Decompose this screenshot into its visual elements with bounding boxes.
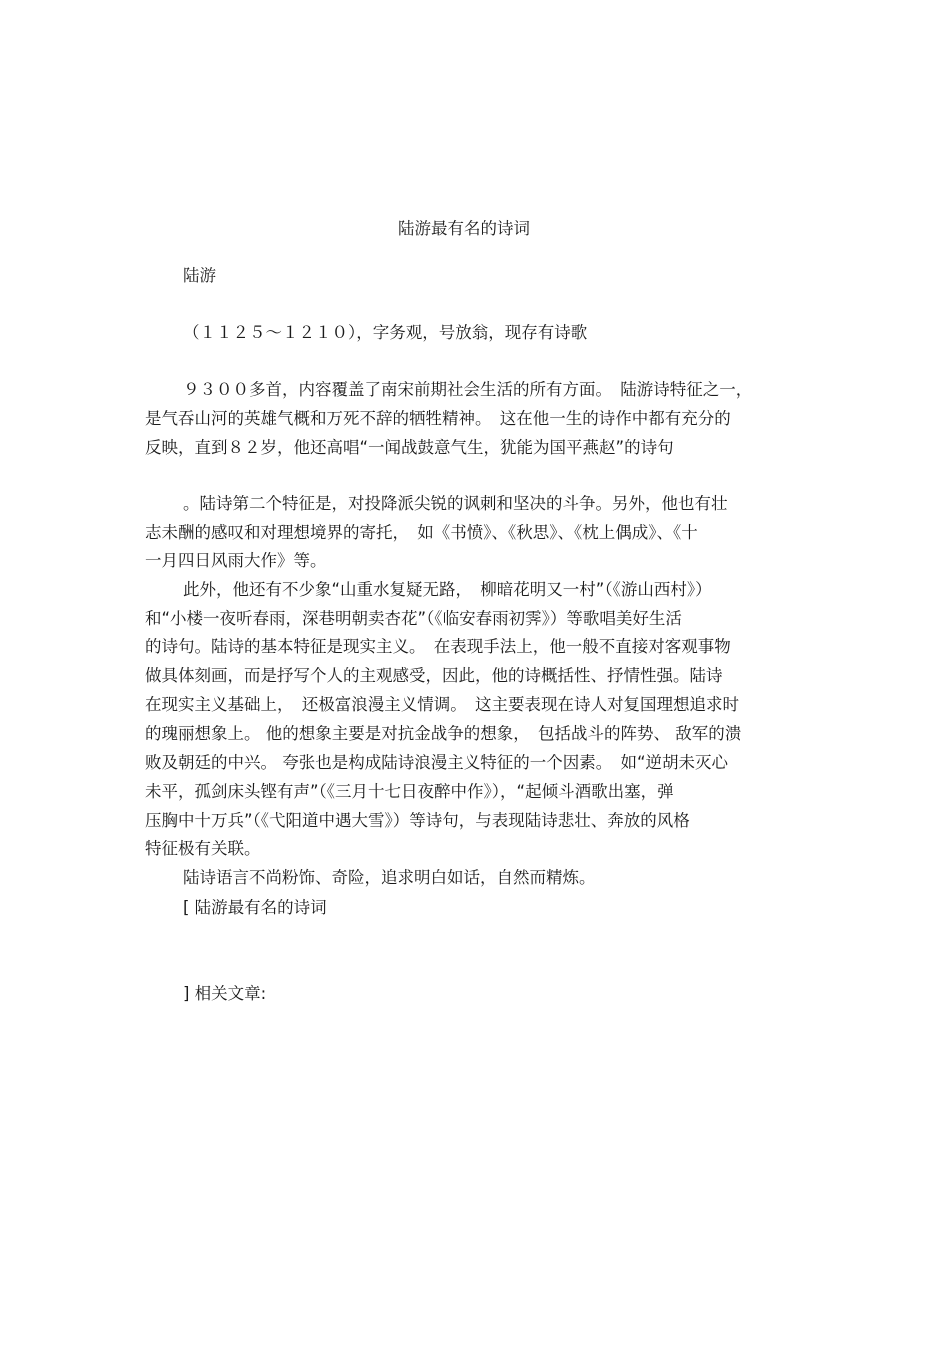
text-line: 的诗句。陆诗的基本特征是现实主义。 在表现手法上，他一般不直接对客观事物 [145,637,731,656]
text-line: 特征极有关联。 [145,839,261,858]
text-line: [ 陆游最有名的诗词 [183,898,327,917]
text-line: 败及朝廷的中兴。 夸张也是构成陆诗浪漫主义特征的一个因素。 如“逆胡未灭心 [145,753,729,772]
text-line: 此外，他还有不少象“山重水复疑无路， 柳暗花明又一村”（《游山西村》） [183,580,712,599]
page-title: 陆游最有名的诗词 [398,219,530,238]
text-line: 是气吞山河的英雄气概和万死不辞的牺牲精神。 这在他一生的诗作中都有充分的 [145,409,731,428]
text-line: 在现实主义基础上， 还极富浪漫主义情调。 这主要表现在诗人对复国理想追求时 [145,695,739,714]
text-line: 做具体刻画，而是抒写个人的主观感受，因此，他的诗概括性、抒情性强。陆诗 [145,666,723,685]
author-name: 陆游 [183,266,216,285]
related-articles-label: ] 相关文章: [183,984,267,1003]
text-line: 。陆诗第二个特征是，对投降派尖锐的讽刺和坚决的斗争。另外，他也有壮 [183,494,728,513]
text-line: 一月四日风雨大作》等。 [145,551,327,570]
text-line: 志未酬的感叹和对理想境界的寄托， 如《书愤》、《秋思》、《枕上偶成》、《十 [145,523,698,542]
text-line: （１１２５～１２１０），字务观，号放翁，现存有诗歌 [183,323,588,342]
text-line: ９３００多首，内容覆盖了南宋前期社会生活的所有方面。 陆游诗特征之一， [183,380,753,399]
text-line: 未平，孤剑床头铿有声”（《三月十七日夜醉中作》），“起倾斗酒歌出塞，弹 [145,782,674,801]
text-line: 压胸中十万兵”（《弋阳道中遇大雪》）等诗句，与表现陆诗悲壮、奔放的风格 [145,811,690,830]
text-line: 的瑰丽想象上。 他的想象主要是对抗金战争的想象， 包括战斗的阵势、 敌军的溃 [145,724,742,743]
text-line: 陆诗语言不尚粉饰、奇险，追求明白如话，自然而精炼。 [183,868,596,887]
text-line: 和“小楼一夜听春雨，深巷明朝卖杏花”（《临安春雨初霁》）等歌唱美好生活 [145,609,682,628]
text-line: 反映，直到８２岁，他还高唱“一闻战鼓意气生，犹能为国平燕赵”的诗句 [145,438,674,457]
